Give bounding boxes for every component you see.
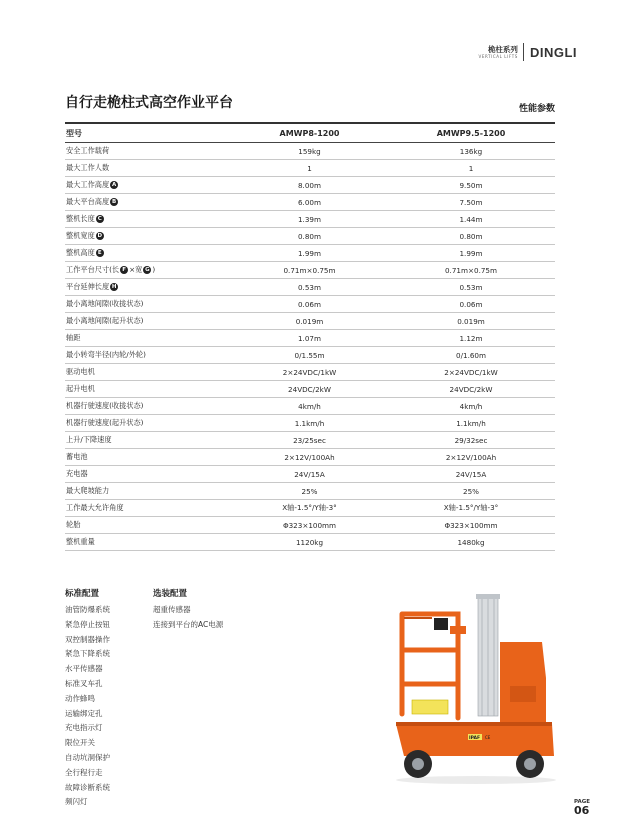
value-model-1: 24VDC/2kW — [232, 381, 387, 398]
table-row — [65, 228, 555, 245]
row-label — [65, 177, 232, 194]
value-model-2: 0/1.60m — [387, 347, 555, 364]
value-model-1: Φ323×100mm — [232, 517, 387, 534]
row-label — [65, 347, 232, 364]
table-row — [65, 160, 555, 177]
value-model-2: 1.12m — [387, 330, 555, 347]
row-label — [65, 381, 232, 398]
table-row — [65, 279, 555, 296]
row-label — [65, 228, 232, 245]
row-label-text: 工作最大允许角度 — [66, 503, 124, 512]
value-model-2: 2×24VDC/1kW — [387, 364, 555, 381]
table-row — [65, 194, 555, 211]
row-label-text: 平台延伸长度 — [66, 282, 110, 291]
value-model-2: 1 — [387, 160, 555, 177]
row-label-text: 最小离地间隙(起升状态) — [66, 316, 144, 325]
value-model-2: 7.50m — [387, 194, 555, 211]
row-label-text: 轮胎 — [66, 520, 81, 529]
row-label — [65, 211, 232, 228]
row-label-text: 蓄电池 — [66, 452, 88, 461]
value-model-1: 2×24VDC/1kW — [232, 364, 387, 381]
section-title: 性能参数 — [518, 104, 555, 114]
row-label — [65, 364, 232, 381]
dimension-marker: A — [112, 182, 117, 188]
series-en: VERTICAL LIFTS — [478, 54, 518, 59]
machine-illustration — [392, 588, 560, 788]
standard-config-title: 标准配置 — [65, 589, 100, 599]
spec-table — [65, 125, 555, 551]
value-model-2: 1.99m — [387, 245, 555, 262]
table-header-row — [65, 125, 555, 143]
standard-config — [65, 587, 110, 810]
table-row — [65, 381, 555, 398]
value-model-1: 24V/15A — [232, 466, 387, 483]
value-model-1: X轴-1.5°/Y轴-3° — [232, 500, 387, 517]
dimension-marker: C — [97, 216, 102, 222]
top-rule — [65, 122, 555, 124]
value-model-1: 1.1km/h — [232, 415, 387, 432]
row-label — [65, 262, 232, 279]
table-row — [65, 398, 555, 415]
table-row — [65, 143, 555, 160]
list-item: 频闪灯 — [65, 797, 88, 807]
row-label — [65, 500, 232, 517]
value-model-1: 23/25sec — [232, 432, 387, 449]
value-model-1: 25% — [232, 483, 387, 500]
row-label — [65, 279, 232, 296]
value-model-2: 1.44m — [387, 211, 555, 228]
list-item: 充电指示灯 — [65, 723, 103, 733]
value-model-1: 1 — [232, 160, 387, 177]
value-model-1: 0.71m×0.75m — [232, 262, 387, 279]
brand-divider — [523, 43, 524, 61]
value-model-2: 0.71m×0.75m — [387, 262, 555, 279]
row-label — [65, 143, 232, 160]
list-item: 全行程行走 — [65, 767, 103, 777]
page-title: 自行走桅柱式高空作业平台 — [65, 95, 233, 111]
row-label-end: ) — [152, 265, 156, 274]
value-model-2: 9.50m — [387, 177, 555, 194]
optional-config-list — [153, 603, 223, 633]
table-row — [65, 500, 555, 517]
row-label-text: 最大平台高度 — [66, 197, 110, 206]
row-label — [65, 483, 232, 500]
value-model-2: 136kg — [387, 143, 555, 160]
value-model-2: 29/32sec — [387, 432, 555, 449]
dimension-marker: E — [96, 249, 104, 257]
value-model-1: 1.07m — [232, 330, 387, 347]
table-row — [65, 177, 555, 194]
table-row — [65, 347, 555, 364]
table-row — [65, 364, 555, 381]
table-row — [65, 296, 555, 313]
row-label — [65, 534, 232, 551]
list-item: 连接到平台的AC电源 — [153, 619, 224, 629]
value-model-2: 0.019m — [387, 313, 555, 330]
list-item: 水平传感器 — [65, 664, 103, 674]
optional-config — [153, 587, 223, 633]
dimension-marker: D — [97, 233, 103, 239]
value-model-2: 1.1km/h — [387, 415, 555, 432]
table-row — [65, 466, 555, 483]
page-label: PAGE — [573, 799, 590, 805]
value-model-1: 0.06m — [232, 296, 387, 313]
value-model-1: 8.00m — [232, 177, 387, 194]
row-label — [65, 432, 232, 449]
table-row — [65, 483, 555, 500]
row-label-text: 充电器 — [66, 469, 88, 478]
series-label — [479, 45, 518, 59]
value-model-1: 0.80m — [232, 228, 387, 245]
value-model-1: 6.00m — [232, 194, 387, 211]
table-row — [65, 517, 555, 534]
value-model-2: 4km/h — [387, 398, 555, 415]
value-model-2: 1480kg — [387, 534, 555, 551]
ce-decal: CE — [485, 735, 491, 740]
list-item: 紧急下降系统 — [65, 649, 110, 659]
row-label-text: 最大工作高度 — [66, 180, 110, 189]
table-row — [65, 245, 555, 262]
header-model-label: 型号 — [65, 125, 232, 143]
list-item: 标准叉车孔 — [65, 678, 103, 688]
value-model-2: 2×12V/100Ah — [387, 449, 555, 466]
value-model-1: 0.019m — [232, 313, 387, 330]
value-model-2: 0.53m — [387, 279, 555, 296]
optional-config-title: 选装配置 — [153, 589, 188, 599]
brand-logo: DINGLI — [529, 44, 577, 60]
row-label-text: 整机高度 — [66, 248, 95, 257]
row-label-text: 起升电机 — [66, 384, 95, 393]
table-row — [65, 432, 555, 449]
value-model-1: 0/1.55m — [232, 347, 387, 364]
row-label-text: 驱动电机 — [66, 367, 95, 376]
header-model-2: AMWP9.5-1200 — [387, 125, 555, 143]
value-model-2: X轴-1.5°/Y轴-3° — [387, 500, 555, 517]
row-label-text: 最大爬坡能力 — [66, 486, 110, 495]
row-label-text: 机器行驶速度(收拢状态) — [66, 401, 144, 410]
row-label-text: 最小离地间隙(收拢状态) — [66, 299, 144, 308]
list-item: 紧急停止按钮 — [65, 619, 110, 629]
value-model-2: 24V/15A — [387, 466, 555, 483]
row-label — [65, 245, 232, 262]
dimension-marker: G — [145, 267, 150, 273]
list-item: 自动坑洞保护 — [65, 752, 110, 762]
spec-table-body — [65, 143, 555, 551]
series-cn: 桅柱系列 — [487, 45, 518, 54]
value-model-2: 0.80m — [387, 228, 555, 245]
value-model-1: 159kg — [232, 143, 387, 160]
page-number-block — [574, 799, 590, 817]
row-label-text: 整机宽度 — [66, 231, 95, 240]
row-label — [65, 398, 232, 415]
row-label-text: 上升/下降速度 — [66, 435, 112, 444]
table-row — [65, 534, 555, 551]
list-item: 故障诊断系统 — [65, 782, 110, 792]
row-label-text: 整机长度 — [66, 214, 95, 223]
table-row — [65, 313, 555, 330]
value-model-2: 0.06m — [387, 296, 555, 313]
list-item: 动作蜂鸣 — [65, 693, 95, 703]
dimension-marker: B — [112, 199, 117, 205]
table-row — [65, 330, 555, 347]
row-label-text: 工作平台尺寸(长 — [66, 265, 120, 274]
page-number: 06 — [573, 804, 590, 817]
row-label — [65, 194, 232, 211]
table-row — [65, 211, 555, 228]
row-label-text: 轴距 — [66, 333, 81, 342]
row-label — [65, 296, 232, 313]
row-label — [65, 517, 232, 534]
row-label — [65, 466, 232, 483]
row-label — [65, 415, 232, 432]
value-model-2: 24VDC/2kW — [387, 381, 555, 398]
row-label — [65, 330, 232, 347]
value-model-1: 1120kg — [232, 534, 387, 551]
table-row — [65, 449, 555, 466]
row-label-mid: ×宽 — [129, 265, 143, 274]
standard-config-list — [65, 603, 110, 810]
row-label-text: 机器行驶速度(起升状态) — [66, 418, 144, 427]
list-item: 油管防爆系统 — [65, 605, 110, 614]
ipaf-decal: IPAF — [469, 736, 481, 741]
value-model-1: 0.53m — [232, 279, 387, 296]
value-model-1: 2×12V/100Ah — [232, 449, 387, 466]
table-row — [65, 262, 555, 279]
value-model-1: 1.39m — [232, 211, 387, 228]
row-label-text: 最大工作人数 — [66, 163, 110, 172]
value-model-2: 25% — [387, 483, 555, 500]
value-model-2: Φ323×100mm — [387, 517, 555, 534]
list-item: 运输绑定孔 — [65, 708, 103, 718]
row-label-text: 安全工作载荷 — [66, 146, 110, 155]
header-model-1: AMWP8-1200 — [232, 125, 387, 143]
row-label — [65, 313, 232, 330]
list-item: 双控制器操作 — [65, 634, 110, 644]
value-model-1: 4km/h — [232, 398, 387, 415]
value-model-1: 1.99m — [232, 245, 387, 262]
list-item: 限位开关 — [65, 738, 95, 748]
dimension-marker: H — [111, 284, 117, 290]
list-item: 超重传感器 — [153, 605, 191, 614]
row-label — [65, 449, 232, 466]
table-row — [65, 415, 555, 432]
dimension-marker: F — [120, 266, 128, 274]
brand-header — [479, 43, 578, 61]
row-label-text: 最小转弯半径(内轮/外轮) — [66, 350, 146, 359]
row-label-text: 整机重量 — [66, 537, 95, 546]
row-label — [65, 160, 232, 177]
